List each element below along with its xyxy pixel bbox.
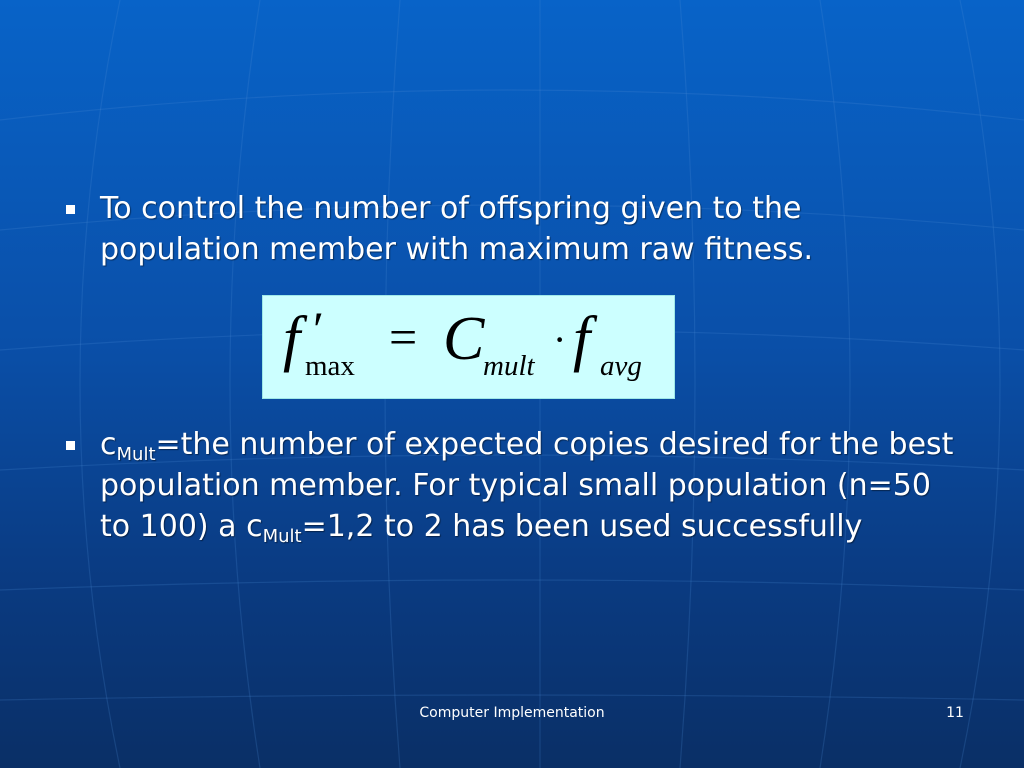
bullet-square-icon bbox=[66, 205, 75, 214]
formula-prime: ′ bbox=[313, 301, 324, 357]
bullet-cmult-definition bbox=[60, 424, 960, 547]
formula-dot: · bbox=[553, 317, 567, 362]
bullet-text: To control the number of offspring given to the population member with maximum raw fitness. bbox=[100, 191, 814, 267]
bullet-offspring-control bbox=[60, 188, 960, 270]
footer-title: Computer Implementation bbox=[419, 705, 605, 721]
bullet-square-icon bbox=[66, 441, 75, 450]
formula-equals: = bbox=[389, 309, 418, 365]
cmult-c: c bbox=[100, 427, 117, 462]
cmult-definition-text: =the number of expected copies desired for the best population member. For typical small population (n=50 to 100) a c bbox=[100, 427, 954, 544]
cmult-subscript: Mult bbox=[116, 444, 156, 465]
formula-sub-mult: mult bbox=[483, 350, 535, 382]
formula-f-avg: f bbox=[573, 305, 591, 373]
formula-sub-max: max bbox=[305, 350, 355, 382]
formula-c: C bbox=[443, 305, 485, 373]
formula-f: f bbox=[283, 305, 301, 373]
formula-sub-avg: avg bbox=[600, 350, 642, 382]
bullet-text bbox=[100, 424, 960, 547]
cmult-subscript: Mult bbox=[262, 526, 302, 547]
cmult-value-text: =1,2 to 2 has been used successfully bbox=[301, 509, 863, 544]
slide-number: 11 bbox=[946, 705, 964, 721]
formula-box bbox=[262, 295, 675, 399]
